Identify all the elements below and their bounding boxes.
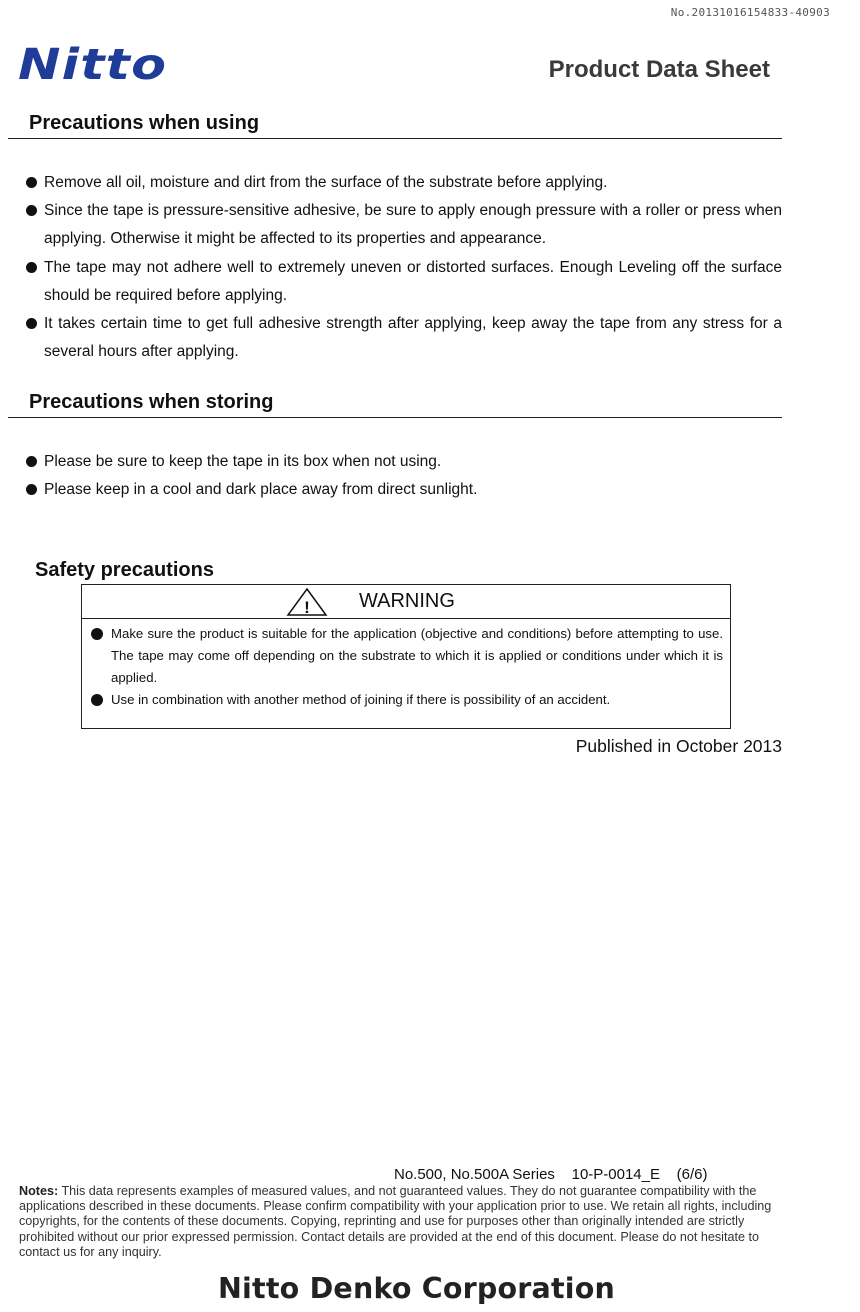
bullet-icon	[26, 484, 37, 495]
bullet-icon	[26, 318, 37, 329]
list-item	[26, 476, 782, 504]
list-item	[26, 169, 782, 197]
bullet-icon	[26, 262, 37, 273]
list-item-text: Remove all oil, moisture and dirt from the surface of the substrate before applying.	[44, 174, 608, 191]
svg-text:!: !	[304, 598, 310, 617]
list-item	[26, 448, 782, 476]
section-heading-using-text: Precautions when using	[29, 112, 260, 134]
list-item-text: The tape may not adhere well to extremely uneven or distorted surfaces. Enough Leveling off the surface should be required before applying.	[44, 258, 782, 304]
notes-text: This data represents examples of measured values, and not guaranteed values. They do not guarantee compatibility with the applications described in these documents. Please confirm compatibility with your application prior to use. We retain all rights, including copyrights, for the contents of these documents. Copying, reprinting and use for purposes other than originally intended are strictly prohibited without our prior expressed permission. Contact details are provided at the end of this document. Please do not hesitate to contact us for any inquiry.	[19, 1184, 772, 1259]
section-heading-storing-text: Precautions when storing	[29, 391, 274, 413]
list-item-text: Since the tape is pressure-sensitive adhesive, be sure to apply enough pressure with a roller or press when applying. Otherwise it might be affected to its properties and appearance.	[44, 202, 782, 248]
sheet-title: Product Data Sheet	[548, 56, 770, 83]
section-heading-using	[8, 110, 782, 139]
section-heading-storing	[8, 389, 782, 418]
storing-precautions-list	[26, 448, 782, 504]
list-item	[91, 623, 723, 689]
list-item	[26, 197, 782, 253]
list-item	[26, 310, 782, 366]
warning-title: WARNING	[359, 590, 455, 612]
list-item-text: Make sure the product is suitable for the application (objective and conditions) before attempting to use. The tape may come off depending on the substrate to which it is applied or conditions under which it is applied.	[111, 626, 723, 685]
list-item-text: Please be sure to keep the tape in its box when not using.	[44, 453, 442, 470]
nitto-logo: Nitto	[18, 40, 168, 90]
warning-list	[91, 623, 723, 711]
company-name: Nitto Denko Corporation	[218, 1272, 616, 1305]
bullet-icon	[91, 628, 103, 640]
published-date: Published in October 2013	[575, 736, 782, 756]
bullet-icon	[91, 694, 103, 706]
using-precautions-list	[26, 169, 782, 366]
series-reference: No.500, No.500A Series 10-P-0014_E (6/6)	[394, 1166, 708, 1183]
list-item	[91, 689, 723, 711]
list-item	[26, 254, 782, 310]
safety-heading: Safety precautions	[35, 559, 214, 581]
list-item-text: It takes certain time to get full adhesive strength after applying, keep away the tape from any stress for a several hours after applying.	[44, 315, 782, 361]
warning-box	[81, 584, 731, 729]
bullet-icon	[26, 205, 37, 216]
warning-triangle-icon	[286, 587, 328, 617]
notes-disclaimer	[19, 1184, 779, 1260]
bullet-icon	[26, 177, 37, 188]
list-item-text: Use in combination with another method of joining if there is possibility of an accident.	[111, 692, 611, 707]
document-number: No.20131016154833-40903	[670, 6, 830, 19]
bullet-icon	[26, 456, 37, 467]
notes-label: Notes:	[19, 1184, 59, 1198]
list-item-text: Please keep in a cool and dark place away from direct sunlight.	[44, 481, 478, 499]
warning-header	[82, 585, 730, 619]
